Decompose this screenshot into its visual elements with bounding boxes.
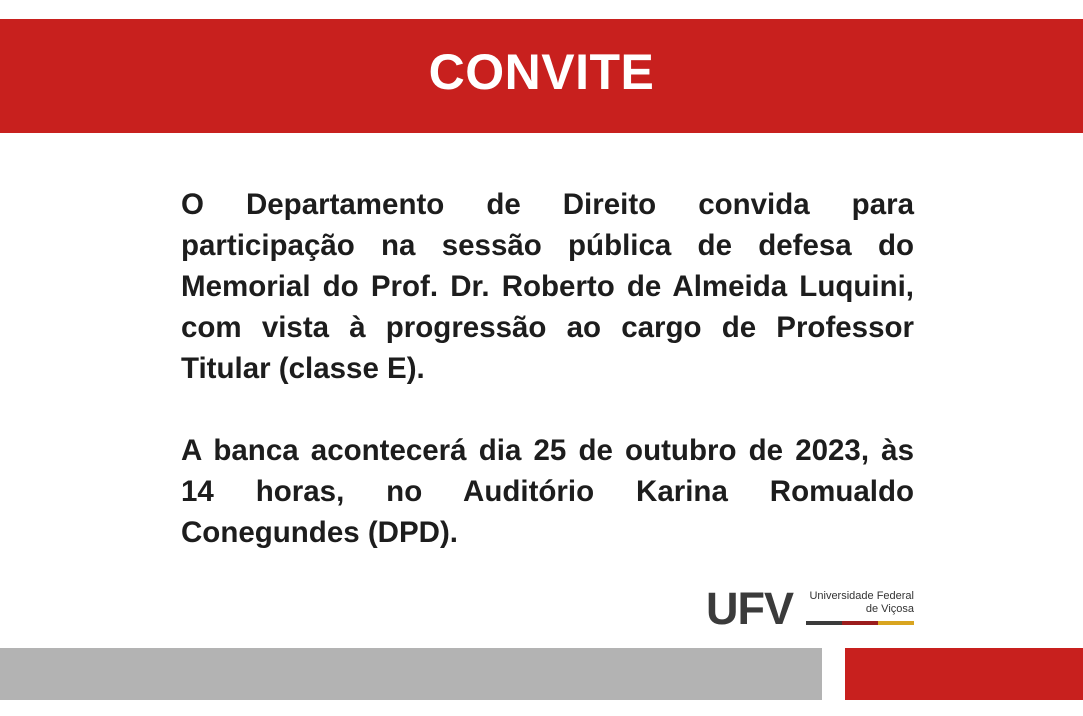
logo-mark: UFV bbox=[706, 583, 793, 634]
invitation-paragraph: O Departamento de Direito convida para participação na sessão pública de defesa do Memorial do Prof. Dr. Roberto de Almeida Luquini, com vista à progressão ao cargo de Professor Titular (classe E). bbox=[181, 188, 914, 385]
logo-institution-name bbox=[804, 590, 914, 616]
header-banner bbox=[0, 19, 1083, 133]
logo-name-line-2: de Viçosa bbox=[865, 603, 914, 615]
footer-gray-bar bbox=[0, 648, 822, 700]
logo-bar-gold bbox=[878, 621, 914, 625]
footer-red-bar bbox=[845, 648, 1083, 700]
logo-color-bars bbox=[806, 621, 914, 625]
page-title: CONVITE bbox=[428, 44, 655, 100]
logo-bar-dark bbox=[806, 621, 842, 625]
logo-bar-red bbox=[842, 621, 878, 625]
logo-name-line-1: Universidade Federal bbox=[809, 590, 914, 602]
ufv-logo bbox=[706, 583, 916, 634]
event-details-paragraph: A banca acontecerá dia 25 de outubro de 2023, às 14 horas, no Auditório Karina Romualdo Conegundes (DPD). bbox=[181, 434, 914, 549]
